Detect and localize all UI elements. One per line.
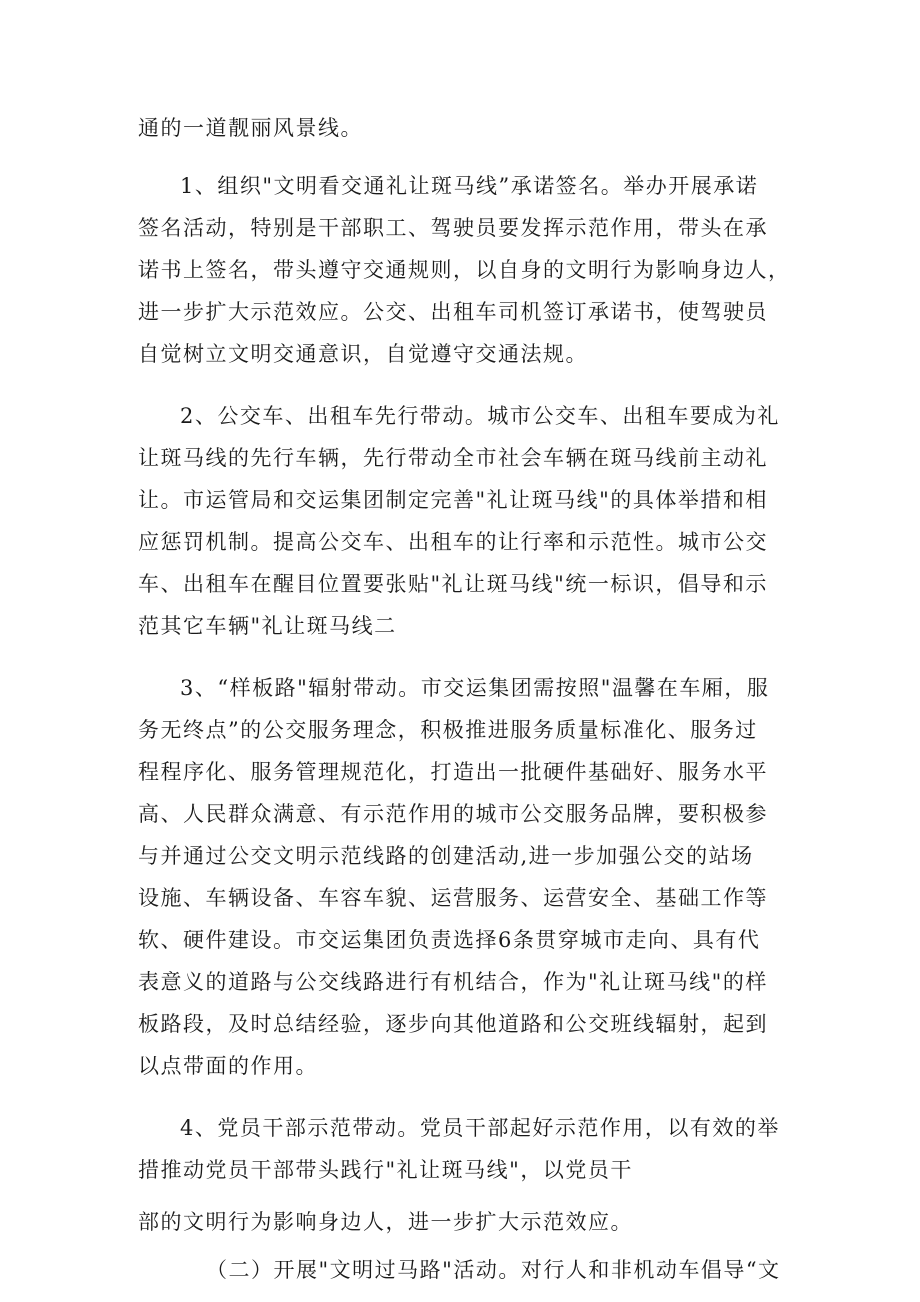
paragraph-3-line: 软、硬件建设。市交运集团负责选择6条贯穿城市走向、具有代 bbox=[138, 928, 761, 952]
paragraph-2-line: 范其它车辆"礼让斑马线二 bbox=[138, 614, 397, 638]
paragraph-3-line: 3、“样板路"辐射带动。市交运集团需按照"温馨在车厢，服 bbox=[180, 676, 770, 700]
section-heading-line: （二）开展"文明过马路"活动。对行人和非机动车倡导“文 bbox=[206, 1258, 781, 1282]
paragraph-3-line: 与并通过公交文明示范线路的创建活动,进一步加强公交的站场 bbox=[138, 844, 754, 868]
paragraph-3-line: 以点带面的作用。 bbox=[138, 1054, 318, 1078]
paragraph-3-line: 程程序化、服务管理规范化，打造出一批硬件基础好、服务水平 bbox=[138, 760, 768, 784]
paragraph-3-line: 板路段，及时总结经验，逐步向其他道路和公交班线辐射，起到 bbox=[138, 1012, 768, 1036]
paragraph-1-line: 1、组织"文明看交通礼让斑马线”承诺签名。举办开展承诺 bbox=[180, 174, 759, 198]
paragraph-3-line: 设施、车辆设备、车容车貌、运营服务、运营安全、基础工作等 bbox=[138, 886, 768, 910]
paragraph-1-line: 进一步扩大示范效应。公交、出租车司机签订承诺书，使驾驶员 bbox=[138, 300, 768, 324]
paragraph-3-line: 高、人民群众满意、有示范作用的城市公交服务品牌，要积极参 bbox=[138, 802, 768, 826]
paragraph-2-line: 让。市运管局和交运集团制定完善"礼让斑马线"的具体举措和相 bbox=[138, 488, 768, 512]
paragraph-4-line: 措推动党员干部带头践行"礼让斑马线"，以党员干 bbox=[138, 1158, 633, 1182]
paragraph-3-line: 务无终点”的公交服务理念，积极推进服务质量标准化、服务过 bbox=[138, 718, 758, 742]
paragraph-2-line: 让斑马线的先行车辆，先行带动全市社会车辆在斑马线前主动礼 bbox=[138, 446, 768, 470]
paragraph-4-line: 部的文明行为影响身边人，进一步扩大示范效应。 bbox=[138, 1210, 633, 1234]
text-line: 通的一道靓丽风景线。 bbox=[138, 116, 363, 140]
paragraph-3-line: 表意义的道路与公交线路进行有机结合，作为"礼让斑马线"的样 bbox=[138, 970, 768, 994]
paragraph-2-line: 2、公交车、出租车先行带动。城市公交车、出租车要成为礼 bbox=[180, 404, 780, 428]
paragraph-2-line: 车、出租车在醒目位置要张贴"礼让斑马线"统一标识，倡导和示 bbox=[138, 572, 768, 596]
paragraph-4-line: 4、党员干部示范带动。党员干部起好示范作用，以有效的举 bbox=[180, 1116, 780, 1140]
paragraph-1-line: 签名活动，特别是干部职工、驾驶员要发挥示范作用，带头在承 bbox=[138, 216, 768, 240]
paragraph-2-line: 应惩罚机制。提高公交车、出租车的让行率和示范性。城市公交 bbox=[138, 530, 768, 554]
paragraph-1-line: 自觉树立文明交通意识，自觉遵守交通法规。 bbox=[138, 342, 588, 366]
paragraph-1-line: 诺书上签名，带头遵守交通规则，以自身的文明行为影响身边人， bbox=[138, 258, 791, 282]
